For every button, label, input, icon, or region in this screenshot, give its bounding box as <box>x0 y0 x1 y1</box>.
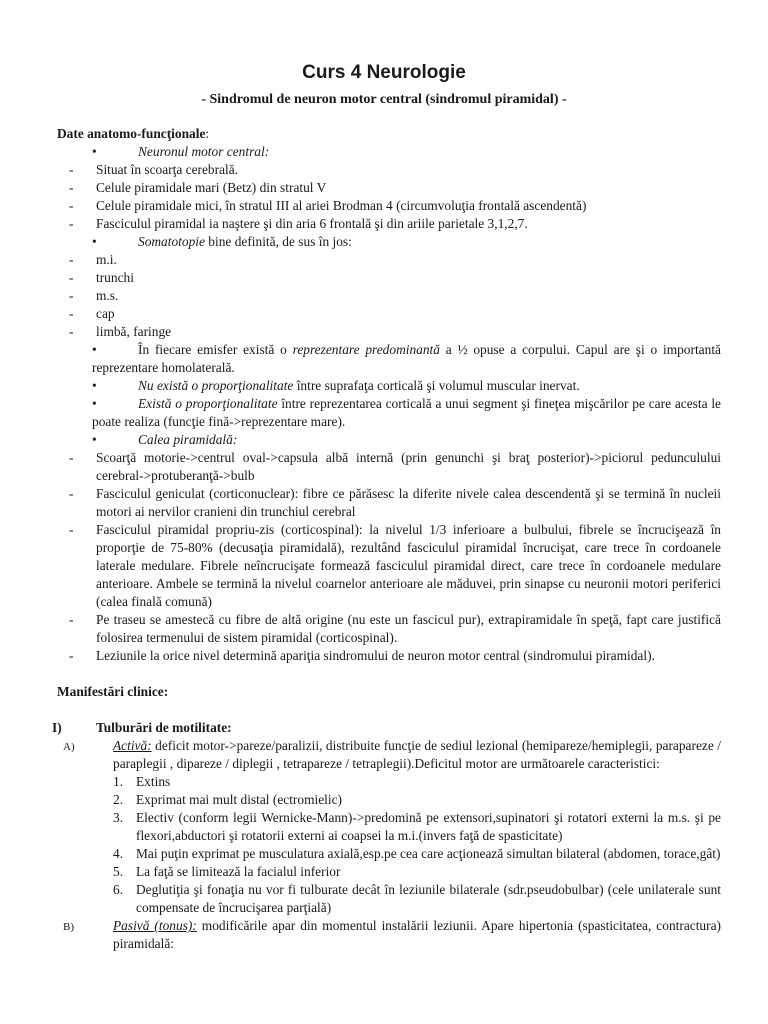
item-number: 1. <box>113 774 124 789</box>
dash-text: m.s. <box>96 288 119 303</box>
dash-icon: - <box>69 162 74 177</box>
lettered-text: modificările apar din momentul instalării leziunii. Apare hipertonia (spasticitatea, contractura) piramidală: <box>113 918 721 951</box>
numbered-item <box>0 881 768 917</box>
bullet-paragraph <box>0 377 768 395</box>
dash-item <box>0 323 768 341</box>
item-number: 2. <box>113 792 124 807</box>
dash-text: Pe traseu se amestecă cu fibre de altă origine (nu este un fascicul pur), extrapiramidale în speţă, fapt care justifică folosirea termenului de sistem piramidal (corticospinal). <box>96 612 721 645</box>
dash-icon: - <box>69 288 74 303</box>
page-title: Curs 4 Neurologie <box>302 62 466 83</box>
dash-text: Scoarţă motorie->centrul oval->capsula albă internă (prin genunchi şi braţ posterior)->piciorul pedunculului cerebral->protuberanţă->bulb <box>96 450 721 483</box>
dash-item <box>0 161 768 179</box>
spacer <box>0 701 768 719</box>
item-text: Mai puţin exprimat pe musculatura axială,esp.pe cea care acţionează simultan bilateral (abdomen, torace,gât) <box>136 846 721 861</box>
dash-paragraph <box>0 485 768 521</box>
bullet-item <box>0 233 768 251</box>
numbered-item <box>0 809 768 845</box>
bullet-text: între suprafaţa corticală şi volumul muscular inervat. <box>293 378 580 393</box>
spacer <box>0 665 768 683</box>
bullet-item <box>0 431 768 449</box>
dash-paragraph <box>0 611 768 647</box>
lettered-text: deficit motor->pareze/paralizii, distribuite funcţie de sediul lezional (hemipareze/hemiplegii, parapareze / paraplegii , dipareze / diplegii , tetrapareze / tetraplegii).Deficitul motor are următoarele caracteristici: <box>113 738 721 771</box>
dash-text: trunchi <box>96 270 134 285</box>
lettered-emphasis: Activă: <box>113 738 152 753</box>
roman-numeral: I) <box>52 720 62 735</box>
numbered-item <box>0 791 768 809</box>
bullet-item <box>0 143 768 161</box>
dash-paragraph <box>0 647 768 665</box>
bullet-text: În fiecare emisfer există o <box>138 342 293 357</box>
bullet-text: Calea piramidală: <box>138 432 238 447</box>
section-heading: Manifestări clinice: <box>57 684 169 699</box>
dash-item <box>0 269 768 287</box>
roman-heading-text: Tulburări de motilitate: <box>96 720 232 735</box>
dash-text: Leziunile la orice nivel determină apariţia sindromului de neuron motor central (sindromului piramidal). <box>96 648 655 663</box>
bullet-emphasis: reprezentare predominantă <box>292 342 440 357</box>
item-text: Electiv (conform legii Wernicke-Mann)->predomină pe extensori,supinatori şi rotatori externi la m.s. şi pe flexori,abductori şi rotatorii externi ai coapsei la m.i.(invers faţă de spasticitate) <box>136 810 721 843</box>
numbered-item <box>0 863 768 881</box>
dash-icon: - <box>69 216 74 231</box>
item-text: Exprimat mai mult distal (ectromielic) <box>136 792 343 807</box>
lettered-item <box>0 917 768 953</box>
bullet-text: a ½ opuse a corpului. Capul are şi o importantă reprezentare homolaterală. <box>92 342 721 375</box>
page-subtitle: - Sindromul de neuron motor central (sindromul piramidal) - <box>201 92 567 107</box>
dash-icon: - <box>69 648 74 663</box>
item-number: 6. <box>113 882 124 897</box>
bullet-icon: • <box>92 396 97 411</box>
dash-text: Fasciculul piramidal propriu-zis (corticospinal): la nivelul 1/3 inferioare a bulbului, fibrele se încrucişează în proporţie de 75-80% (decusaţia piramidală), rezultând fasciculul piramidal încrucişat, care trece în cordoanele laterale medulare. Fibrele neîncrucişate formează fasciculul piramidal direct, care trece în cordoanele medulare anterioare. Ambele se termină la nivelul coarnelor anterioare ale măduvei, prin sinapse cu neuronii motori periferici (calea finală comună) <box>96 522 721 609</box>
item-text: Extins <box>136 774 171 789</box>
dash-item <box>0 215 768 233</box>
dash-text: Celule piramidale mari (Betz) din stratul V <box>96 180 327 195</box>
item-text: La faţă se limitează la facialul inferior <box>136 864 341 879</box>
section-heading <box>0 125 768 143</box>
bullet-emphasis: Există o proporţionalitate <box>138 396 278 411</box>
letter-marker: B) <box>63 921 74 933</box>
bullet-icon: • <box>92 342 97 357</box>
dash-item <box>0 305 768 323</box>
bullet-icon: • <box>92 432 97 447</box>
dash-icon: - <box>69 252 74 267</box>
numbered-item <box>0 773 768 791</box>
dash-icon: - <box>69 450 74 465</box>
dash-item <box>0 197 768 215</box>
bullet-text: între reprezentarea corticală a unui segment şi fineţea mişcărilor pe care acesta le poate realiza (funcţie fină->reprezentare mare). <box>92 396 721 429</box>
bullet-icon: • <box>92 234 97 249</box>
document-body <box>0 125 768 953</box>
item-number: 3. <box>113 810 124 825</box>
numbered-item <box>0 845 768 863</box>
section-heading-colon: : <box>205 126 210 141</box>
dash-text: Situat în scoarţa cerebrală. <box>96 162 239 177</box>
numbered-list <box>0 773 768 917</box>
bullet-icon: • <box>92 144 97 159</box>
dash-icon: - <box>69 180 74 195</box>
item-number: 5. <box>113 864 124 879</box>
dash-icon: - <box>69 612 74 627</box>
roman-heading <box>0 719 768 737</box>
dash-icon: - <box>69 486 74 501</box>
dash-icon: - <box>69 270 74 285</box>
dash-item <box>0 251 768 269</box>
dash-icon: - <box>69 324 74 339</box>
item-text: Deglutiţia şi fonaţia nu vor fi tulburate decât în leziunile bilaterale (sdr.pseudobulbar) (cele unilaterale sunt compensate de încrucişarea parţială) <box>136 882 721 915</box>
dash-paragraph <box>0 449 768 485</box>
bullet-paragraph <box>0 341 768 377</box>
dash-item <box>0 287 768 305</box>
bullet-icon: • <box>92 378 97 393</box>
item-number: 4. <box>113 846 124 861</box>
section-heading-text: Date anatomo-funcţionale <box>57 126 206 141</box>
dash-text: cap <box>96 306 115 321</box>
dash-text: Celule piramidale mici, în stratul III al ariei Brodman 4 (circumvoluţia frontală ascendentă) <box>96 198 587 213</box>
letter-marker: A) <box>63 741 75 753</box>
dash-paragraph <box>0 521 768 611</box>
lettered-item <box>0 737 768 773</box>
bullet-emphasis: Nu există o proporţionalitate <box>138 378 294 393</box>
dash-item <box>0 179 768 197</box>
bullet-text: Neuronul motor central: <box>138 144 270 159</box>
bullet-paragraph <box>0 395 768 431</box>
dash-text: limbă, faringe <box>96 324 172 339</box>
dash-text: Fasciculul piramidal ia naştere şi din aria 6 frontală şi din ariile parietale 3,1,2,7. <box>96 216 528 231</box>
dash-icon: - <box>69 306 74 321</box>
lettered-emphasis: Pasivă (tonus): <box>113 918 197 933</box>
dash-text: Fasciculul geniculat (corticonuclear): fibre ce părăsesc la diferite nivele calea descendentă şi se termină în nucleii motori ai nervilor cranieni din trunchiul cerebral <box>96 486 721 519</box>
bullet-text: bine definită, de sus în jos: <box>204 234 352 249</box>
dash-icon: - <box>69 522 74 537</box>
bullet-emphasis: Somatotopie <box>138 234 205 249</box>
dash-icon: - <box>69 198 74 213</box>
dash-text: m.i. <box>96 252 117 267</box>
